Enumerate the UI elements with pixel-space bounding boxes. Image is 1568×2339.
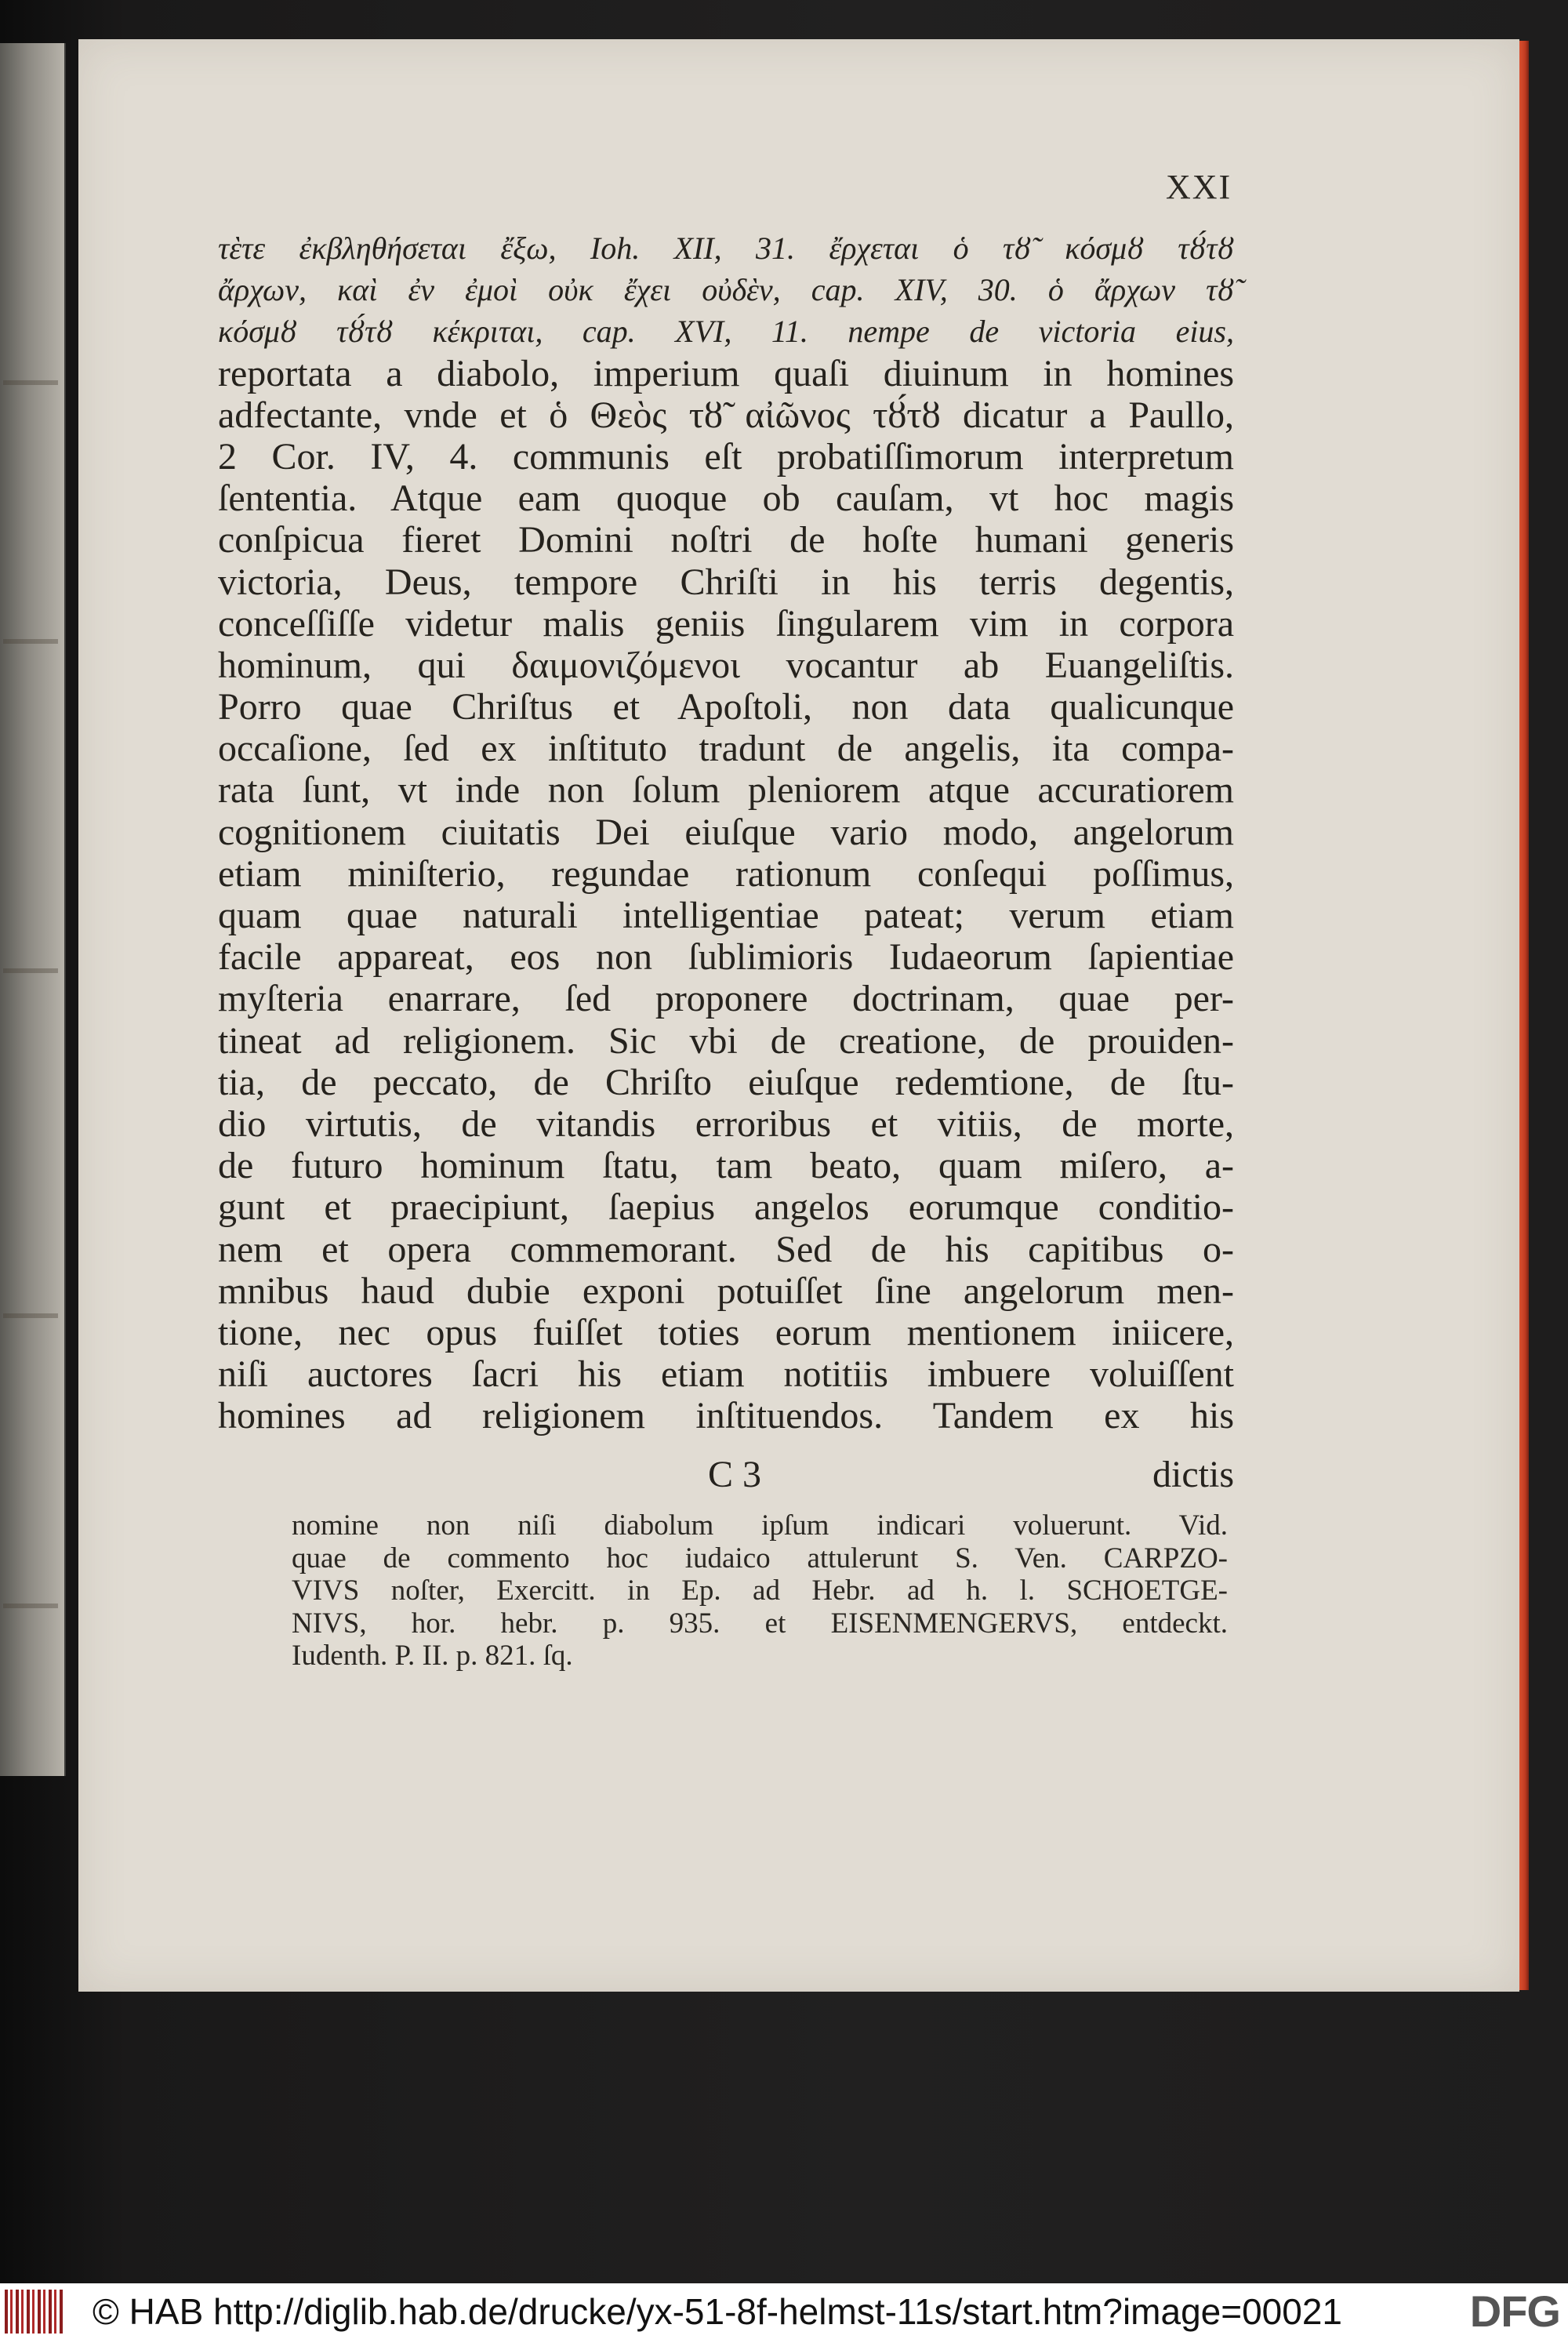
bleed-through-mark (3, 1313, 58, 1318)
footnote-line: VIVS noſter, Exercitt. in Ep. ad Hebr. ad h. l. SCHOETGE- (292, 1574, 1228, 1607)
text-line: tineat ad religionem. Sic vbi de creatione, de prouiden- (218, 1019, 1234, 1062)
text-line: victoria, Deus, tempore Chriſti in his terris degentis, (218, 561, 1234, 603)
bleed-through-mark (3, 1604, 58, 1608)
bleed-through-mark (3, 968, 58, 973)
text-line: κόσμȣ τȣ́τȣ κέκριται, cap. XVI, 11. nempe de victoria eius, (218, 314, 1234, 350)
body-text (218, 227, 1234, 1436)
text-line: myſteria enarrare, ſed proponere doctrinam, quae per- (218, 978, 1234, 1020)
text-line: gunt et praecipiunt, ſaepius angelos eorumque conditio- (218, 1186, 1234, 1229)
footnote-line: quae de commento hoc iudaico attulerunt S. Ven. CARPZO- (292, 1542, 1228, 1574)
text-line: adfectante, vnde et ὁ Θεὸς τȣ̃ αἰῶνος τȣ́τȣ dicatur a Paullo, (218, 394, 1234, 436)
text-line: hominum, qui δαιμονιζόμενοι vocantur ab Euangeliſtis. (218, 644, 1234, 686)
text-line: reportata a diabolo, imperium quaſi diuinum in homines (218, 352, 1234, 394)
footnote-line: nomine non niſi diabolum ipſum indicari voluerunt. Vid. (292, 1509, 1228, 1542)
text-line: dio virtutis, de vitandis erroribus et vitiis, de morte, (218, 1102, 1234, 1145)
text-line: occaſione, ſed ex inſtituto tradunt de angelis, ita compa- (218, 728, 1234, 770)
text-line: tia, de peccato, de Chriſto eiuſque redemtione, de ſtu- (218, 1061, 1234, 1103)
text-line: cognitionem ciuitatis Dei eiuſque vario modo, angelorum (218, 811, 1234, 853)
page-red-edge (1519, 41, 1529, 1990)
text-line: tione, nec opus fuiſſet toties eorum mentionem iniicere, (218, 1311, 1234, 1353)
text-line: rata ſunt, vt inde non ſolum pleniorem atque accuratiorem (218, 769, 1234, 812)
text-line: τὲτε ἐκβληθήσεται ἔξω, Ioh. XII, 31. ἔρχεται ὁ τȣ̃ κόσμȣ τȣ́τȣ (218, 231, 1234, 266)
text-line: conſpicua fieret Domini noſtri de hoſte humani generis (218, 519, 1234, 561)
signature-row (218, 1453, 1234, 1497)
bleed-through-mark (3, 639, 58, 644)
bleed-through-mark (3, 380, 58, 385)
text-line: facile appareat, eos non ſublimioris Iudaeorum ſapientiae (218, 936, 1234, 979)
text-line: 2 Cor. IV, 4. communis eſt probatiſſimorum interpretum (218, 435, 1234, 478)
text-line: homines ad religionem inſtituendos. Tandem ex his (218, 1395, 1234, 1437)
text-line: ἄρχων, καὶ ἐν ἐμοὶ οὐκ ἔχει οὐδὲν, cap. XIV, 30. ὁ ἄρχων τȣ̃ (218, 272, 1234, 308)
text-line: quam quae naturali intelligentiae pateat; verum etiam (218, 895, 1234, 936)
barcode-icon (5, 2290, 64, 2334)
dfg-logo: DFG (1464, 2288, 1560, 2335)
footnote-line: Iudenth. P. II. p. 821. ſq. (292, 1640, 573, 1673)
adjacent-page-edge (0, 43, 66, 1776)
text-line: niſi auctores ſacri his etiam notitiis imbuere voluiſſent (218, 1353, 1234, 1396)
signature-mark: C 3 (708, 1454, 762, 1495)
catchword: dictis (1152, 1454, 1234, 1495)
text-line: etiam miniſterio, regundae rationum conſequi poſſimus, (218, 852, 1234, 895)
text-line: nem et opera commemorant. Sed de his capitibus o- (218, 1228, 1234, 1270)
footnote-line: NIVS, hor. hebr. p. 935. et EISENMENGERVS, entdeckt. (292, 1607, 1228, 1640)
footer-bar (0, 2283, 1568, 2339)
text-line: de futuro hominum ſtatu, tam beato, quam miſero, a- (218, 1145, 1234, 1187)
text-line: ſententia. Atque eam quoque ob cauſam, vt hoc magis (218, 478, 1234, 520)
text-line: mnibus haud dubie exponi potuiſſet ſine angelorum men- (218, 1269, 1234, 1312)
footnote (292, 1509, 1228, 1673)
copyright-url-text[interactable]: © HAB http://diglib.hab.de/drucke/yx-51-8f-helmst-11s/start.htm?image=00021 (93, 2291, 1343, 2332)
page-number: XXI (1166, 168, 1232, 206)
text-line: Porro quae Chriſtus et Apoſtoli, non data qualicunque (218, 686, 1234, 728)
text-line: conceſſiſſe videtur malis geniis ſingularem vim in corpora (218, 602, 1234, 645)
